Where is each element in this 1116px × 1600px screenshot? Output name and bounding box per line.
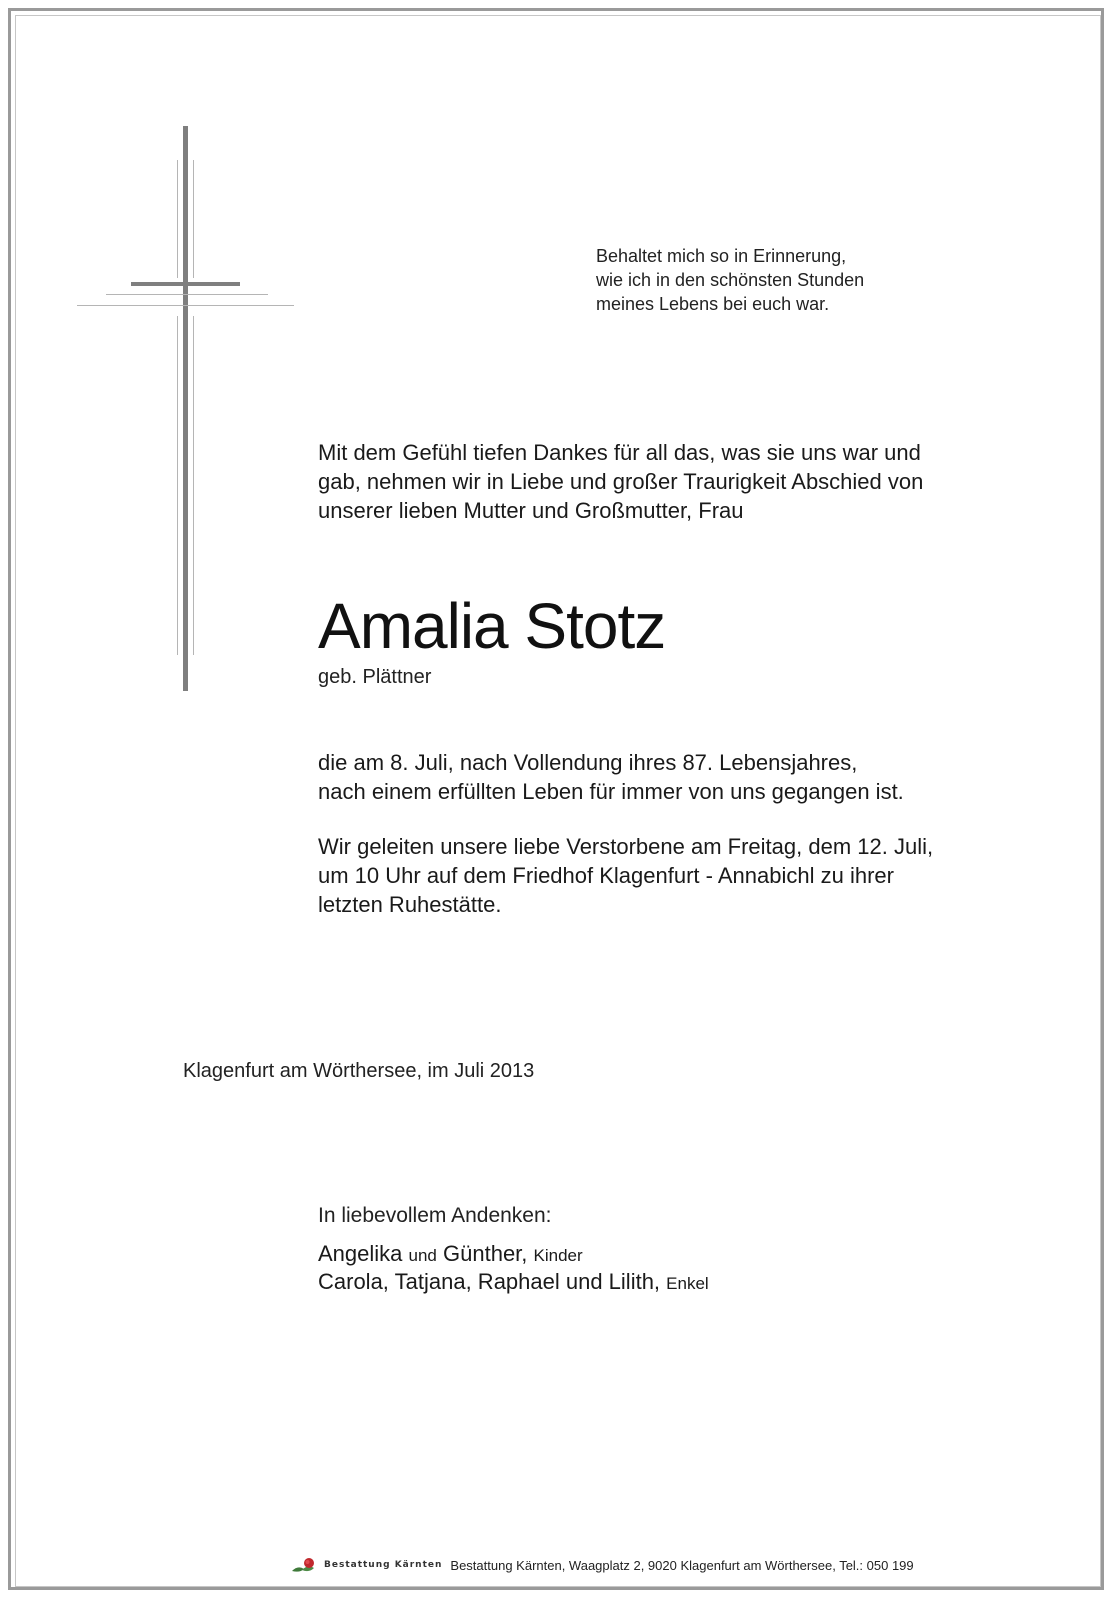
intro-line: Mit dem Gefühl tiefen Dankes für all das, was sie uns war und (318, 440, 921, 465)
relation-label: Enkel (666, 1274, 709, 1293)
child-name: Angelika (318, 1241, 403, 1266)
footer (290, 1552, 914, 1578)
mourners-grandchildren (318, 1268, 709, 1298)
deceased-name: Amalia Stotz (318, 590, 666, 662)
child-name: Günther, (443, 1241, 528, 1266)
funeral-home-logo (290, 1555, 442, 1575)
funeral-line: letzten Ruhestätte. (318, 892, 502, 917)
funeral-notice (318, 832, 933, 919)
place-date: Klagenfurt am Wörthersee, im Juli 2013 (183, 1060, 535, 1082)
motto-line: wie ich in den schönsten Stunden (596, 270, 865, 290)
motto-line: meines Lebens bei euch war. (596, 294, 830, 314)
motto-line: Behaltet mich so in Erinnerung, (596, 246, 847, 266)
cross-icon (0, 0, 320, 700)
mourners-children (318, 1240, 583, 1270)
funeral-line: um 10 Uhr auf dem Friedhof Klagenfurt - Annabichl zu ihrer (318, 863, 894, 888)
death-notice (318, 748, 904, 806)
motto-quote (596, 244, 864, 316)
logo-text: Bestattung Kärnten (324, 1560, 443, 1570)
intro-line: unserer lieben Mutter und Großmutter, Frau (318, 498, 744, 523)
intro-line: gab, nehmen wir in Liebe und großer Traurigkeit Abschied von (318, 469, 924, 494)
intro-text (318, 438, 923, 525)
rose-icon (290, 1555, 320, 1575)
funeral-line: Wir geleiten unsere liebe Verstorbene am Freitag, dem 12. Juli, (318, 834, 934, 859)
death-notice-line: nach einem erfüllten Leben für immer von uns gegangen ist. (318, 779, 904, 804)
conjunction: und (408, 1246, 437, 1265)
maiden-name: geb. Plättner (318, 666, 432, 688)
mourners-heading: In liebevollem Andenken: (318, 1204, 552, 1227)
grandchildren-names: Carola, Tatjana, Raphael und Lilith, (318, 1269, 661, 1294)
relation-label: Kinder (533, 1246, 583, 1265)
death-notice-line: die am 8. Juli, nach Vollendung ihres 87. Lebensjahres, (318, 750, 858, 775)
footer-address: Bestattung Kärnten, Waagplatz 2, 9020 Klagenfurt am Wörthersee, Tel.: 050 199 (450, 1557, 914, 1573)
